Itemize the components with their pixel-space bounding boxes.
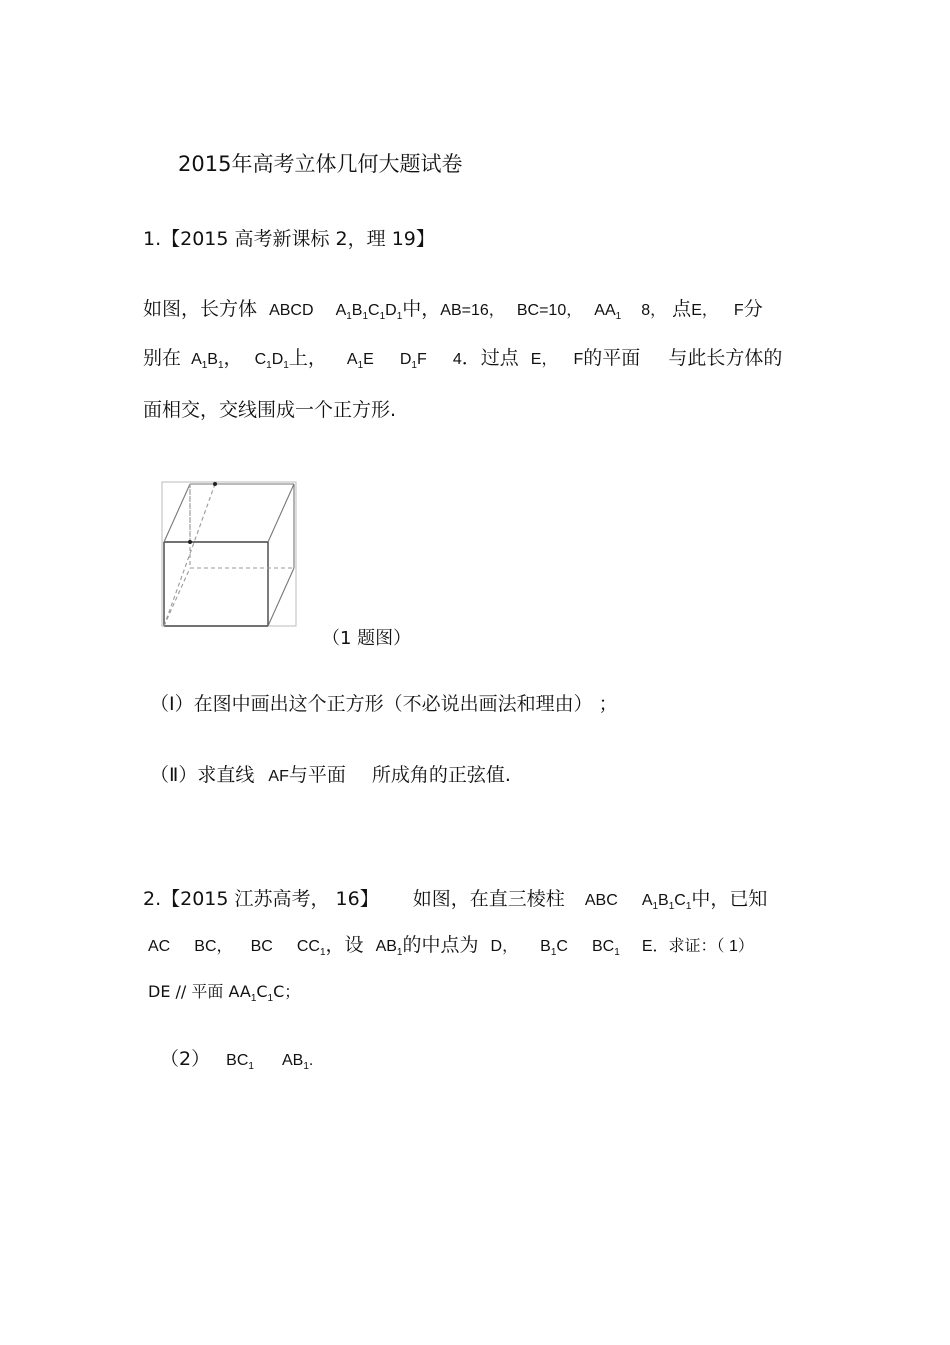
- text: E．求证：（ 1）: [641, 938, 754, 955]
- subscript: 1: [357, 360, 364, 371]
- text: .: [308, 1052, 314, 1069]
- text: BC=10，: [516, 302, 583, 319]
- subscript: 1: [267, 993, 274, 1004]
- text: F: [416, 351, 427, 368]
- figure-caption: （1 题图）: [322, 628, 412, 649]
- text: 别在: [143, 347, 182, 369]
- text: AF: [268, 768, 289, 785]
- text: ，设: [325, 934, 364, 956]
- text: F: [573, 351, 584, 368]
- text: A: [346, 351, 358, 368]
- subscript: 1: [668, 901, 675, 912]
- question-part-2: [150, 763, 511, 789]
- problem-1-heading: 1.【2015 高考新课标 2，理 19】: [143, 228, 435, 250]
- text: 如图，长方体: [143, 298, 258, 320]
- text: 2.【2015 江苏高考， 16】: [143, 888, 379, 910]
- page-title: 2015年高考立体几何大题试卷: [178, 152, 463, 176]
- subscript: 1: [411, 360, 417, 371]
- subscript: 1: [685, 901, 692, 912]
- subscript: 1: [250, 993, 257, 1004]
- text: D: [399, 351, 412, 368]
- text: 点: [672, 298, 692, 320]
- text: CC: [296, 938, 320, 955]
- text: 中，: [402, 298, 441, 320]
- problem-1-line-2: [143, 346, 782, 378]
- text: 如图，在直三棱柱: [412, 888, 565, 910]
- subscript: 1: [266, 360, 272, 371]
- problem-1-line-3: 面相交，交线围成一个正方形.: [143, 399, 397, 421]
- text: BC: [592, 938, 615, 955]
- problem-2-line-2: [148, 933, 754, 965]
- text: A: [641, 892, 653, 909]
- text: C: [674, 892, 686, 909]
- text: AB: [281, 1052, 304, 1069]
- text: （Ⅱ）求直线: [150, 764, 255, 786]
- text: ，: [223, 347, 243, 369]
- text: 与此长方体的: [668, 347, 783, 369]
- text: AC: [148, 938, 171, 955]
- subscript: 1: [550, 947, 557, 958]
- problem-2-line-4: [160, 1047, 313, 1079]
- text: 的平面: [583, 347, 641, 369]
- subscript: 1: [319, 947, 326, 958]
- subscript: 1: [362, 311, 369, 322]
- text: C；: [273, 982, 301, 1001]
- text: BC: [250, 938, 273, 955]
- text: ．过点: [461, 347, 519, 369]
- text: AB: [375, 938, 397, 955]
- problem-2-line-1: [143, 887, 767, 919]
- text: C: [256, 982, 268, 1001]
- text: E: [363, 351, 374, 368]
- text: C: [254, 351, 267, 368]
- subscript: 1: [396, 311, 403, 322]
- text: C: [368, 302, 380, 319]
- text: E，: [691, 302, 718, 319]
- text: AA: [594, 302, 616, 319]
- subscript: 1: [217, 360, 224, 371]
- subscript: 1: [283, 360, 289, 371]
- subscript: 1: [396, 947, 403, 958]
- subscript: 1: [379, 311, 386, 322]
- text: F: [733, 302, 744, 319]
- text: DE // 平面 AA: [148, 982, 251, 1001]
- subscript: 1: [615, 311, 622, 322]
- text: C: [556, 938, 568, 955]
- text: D: [271, 351, 284, 368]
- text: ABCD: [269, 302, 314, 319]
- text: （2）: [160, 1048, 211, 1070]
- text: 分: [743, 298, 763, 320]
- text: 上，: [288, 347, 327, 369]
- problem-1-line-1: [143, 297, 763, 329]
- text: BC: [226, 1052, 249, 1069]
- text: B: [658, 892, 669, 909]
- subscript: 1: [201, 360, 208, 371]
- text: D: [385, 302, 397, 319]
- problem-2-line-3: [148, 980, 300, 1011]
- text: 8，: [641, 302, 667, 319]
- text: B: [540, 938, 551, 955]
- text: B: [207, 351, 218, 368]
- subscript: 1: [303, 1061, 309, 1072]
- text: E，: [530, 351, 558, 368]
- subscript: 1: [652, 901, 659, 912]
- subscript: 1: [248, 1061, 254, 1072]
- text: 与平面: [288, 764, 346, 786]
- subscript: 1: [346, 311, 352, 322]
- text: BC，: [194, 938, 233, 955]
- cuboid-figure: [160, 480, 298, 628]
- text: 所成角的正弦值.: [371, 764, 511, 786]
- text: 4: [452, 351, 462, 368]
- text: ABC: [584, 892, 618, 909]
- text: D，: [490, 938, 519, 955]
- text: 的中点为: [402, 934, 479, 956]
- text: 中，已知: [691, 888, 768, 910]
- text: A: [191, 351, 202, 368]
- text: A: [335, 302, 347, 319]
- subscript: 1: [614, 947, 620, 958]
- text: AB=16，: [440, 302, 505, 319]
- question-part-1: （Ⅰ）在图中画出这个正方形（不必说出画法和理由） ；: [150, 693, 618, 715]
- text: B: [351, 302, 363, 319]
